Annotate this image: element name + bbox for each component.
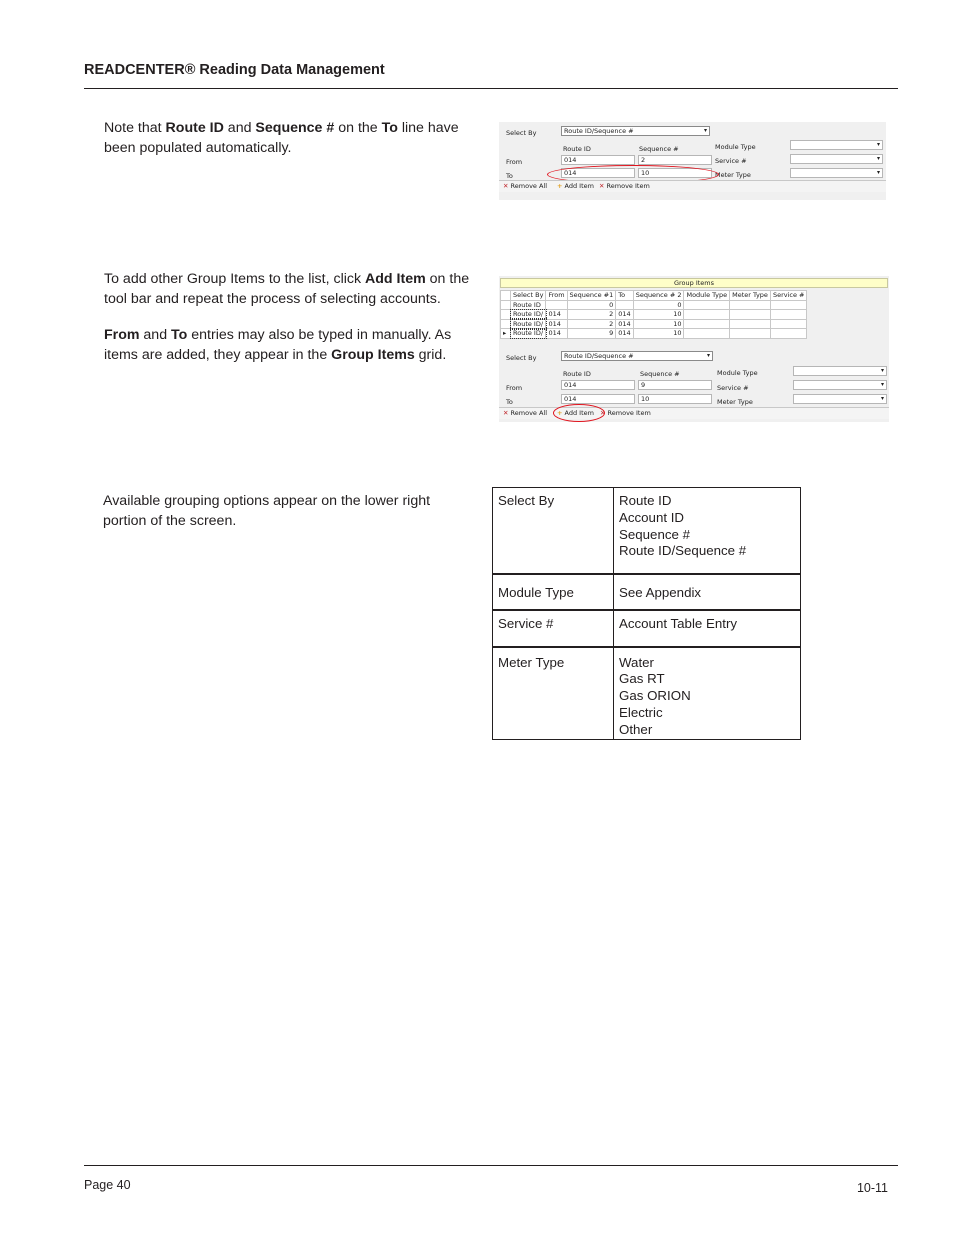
option-values bbox=[614, 574, 801, 610]
grid-cell bbox=[730, 300, 771, 310]
x-icon: ✕ bbox=[503, 409, 509, 417]
toolbar bbox=[499, 180, 886, 192]
service-dropdown[interactable] bbox=[793, 380, 887, 390]
x-icon: ✕ bbox=[599, 182, 605, 190]
table-row bbox=[493, 647, 801, 740]
select-by-label: Select By bbox=[506, 354, 537, 362]
x-icon: ✕ bbox=[503, 182, 509, 190]
grid-header-cell: Service # bbox=[770, 291, 807, 301]
grid-cell: 2 bbox=[567, 319, 616, 329]
page-header-title: READCENTER® Reading Data Management bbox=[84, 62, 385, 78]
option-key: Module Type bbox=[493, 574, 614, 610]
grid-header-cell: Meter Type bbox=[730, 291, 771, 301]
grid-cell bbox=[684, 329, 730, 339]
select-by-value: Route ID/Sequence # bbox=[564, 127, 634, 135]
select-by-dropdown[interactable] bbox=[561, 126, 710, 136]
table-row[interactable] bbox=[501, 310, 807, 320]
grid-cell: 014 bbox=[546, 319, 567, 329]
chevron-down-icon: ▾ bbox=[876, 155, 880, 162]
remove-item-label: Remove Item bbox=[607, 409, 651, 417]
module-type-dropdown[interactable] bbox=[793, 366, 887, 376]
footer-divider bbox=[84, 1165, 898, 1166]
grid-cell: 10 bbox=[633, 310, 684, 320]
option-key: Meter Type bbox=[493, 647, 614, 740]
select-by-label: Select By bbox=[506, 129, 537, 137]
sequence-column-label: Sequence # bbox=[639, 145, 679, 153]
option-key: Select By bbox=[493, 488, 614, 574]
meter-type-label: Meter Type bbox=[715, 171, 751, 179]
module-type-label: Module Type bbox=[715, 143, 756, 151]
from-sequence-input[interactable]: 2 bbox=[638, 155, 712, 165]
header-divider bbox=[84, 88, 898, 89]
option-value: Account ID bbox=[619, 509, 685, 525]
section3-paragraph: Available grouping options appear on the lower right portion of the screen. bbox=[103, 493, 431, 529]
remove-item-button[interactable] bbox=[599, 182, 650, 190]
grid-cell bbox=[684, 319, 730, 329]
grid-cell: 0 bbox=[633, 300, 684, 310]
add-item-label: Add Item bbox=[564, 409, 594, 417]
grid-cell bbox=[730, 319, 771, 329]
option-value: Route ID/Sequence # bbox=[619, 543, 747, 559]
remove-all-label: Remove All bbox=[510, 409, 548, 417]
option-key: Service # bbox=[493, 610, 614, 647]
grid-cell: Route ID bbox=[511, 300, 546, 310]
grid-cell bbox=[770, 329, 807, 339]
screenshot-group-items bbox=[499, 276, 889, 422]
grid-header-cell: Sequence #1 bbox=[567, 291, 616, 301]
chevron-down-icon: ▾ bbox=[703, 127, 707, 134]
grid-cell: Route ID/ bbox=[511, 310, 546, 320]
option-value: Electric bbox=[619, 704, 663, 720]
remove-item-button[interactable] bbox=[600, 409, 651, 417]
select-by-value: Route ID/Sequence # bbox=[564, 352, 634, 360]
add-item-button[interactable] bbox=[557, 182, 594, 190]
plus-icon: + bbox=[557, 409, 563, 417]
from-sequence-input[interactable]: 9 bbox=[638, 380, 712, 390]
grid-cell: Route ID/ bbox=[511, 329, 546, 339]
page-number: Page 40 bbox=[84, 1178, 131, 1192]
to-label: To bbox=[506, 398, 513, 406]
chevron-down-icon: ▾ bbox=[876, 169, 880, 176]
section2-paragraph-2: From and To entries may also be typed in manually. As items are added, they appear in the Group Items grid. bbox=[104, 327, 452, 363]
meter-type-label: Meter Type bbox=[717, 398, 753, 406]
grid-header-cell: Module Type bbox=[684, 291, 730, 301]
grid-cell bbox=[616, 300, 633, 310]
to-route-input[interactable]: 014 bbox=[561, 168, 635, 178]
option-value: Other bbox=[619, 721, 653, 737]
grid-cell bbox=[730, 310, 771, 320]
module-type-dropdown[interactable] bbox=[790, 140, 883, 150]
chevron-down-icon: ▾ bbox=[880, 381, 884, 388]
triangle-right-icon: ▸ bbox=[501, 329, 511, 339]
grid-header-cell: Sequence # 2 bbox=[633, 291, 684, 301]
option-value: Gas RT bbox=[619, 671, 665, 687]
grid-header-cell: To bbox=[616, 291, 633, 301]
select-by-dropdown[interactable] bbox=[561, 351, 713, 361]
from-label: From bbox=[506, 384, 523, 392]
grid-cell bbox=[770, 300, 807, 310]
service-label: Service # bbox=[715, 157, 747, 165]
plus-icon: + bbox=[557, 182, 563, 190]
screenshot-select-form bbox=[499, 122, 886, 200]
option-value: See Appendix bbox=[619, 584, 702, 600]
chevron-down-icon: ▾ bbox=[880, 367, 884, 374]
route-id-column-label: Route ID bbox=[563, 145, 591, 153]
chevron-down-icon: ▾ bbox=[880, 395, 884, 402]
from-route-input[interactable]: 014 bbox=[561, 155, 635, 165]
table-row[interactable] bbox=[501, 319, 807, 329]
remove-item-label: Remove Item bbox=[606, 182, 650, 190]
option-value: Water bbox=[619, 654, 654, 670]
grid-header-cell bbox=[501, 291, 511, 301]
remove-all-button[interactable] bbox=[503, 409, 547, 417]
group-items-grid bbox=[500, 278, 888, 348]
option-value: Sequence # bbox=[619, 526, 690, 542]
grid-cell: 10 bbox=[633, 319, 684, 329]
table-row bbox=[493, 488, 801, 574]
grid-cell: 014 bbox=[546, 329, 567, 339]
grid-cell: 014 bbox=[616, 310, 633, 320]
row-selector-cell bbox=[501, 319, 511, 329]
x-icon: ✕ bbox=[600, 409, 606, 417]
group-items-table bbox=[500, 290, 807, 339]
option-values bbox=[614, 610, 801, 647]
grid-cell bbox=[770, 310, 807, 320]
to-route-input[interactable]: 014 bbox=[561, 394, 635, 404]
grid-header-cell: Select By bbox=[511, 291, 546, 301]
option-value: Gas ORION bbox=[619, 688, 691, 704]
service-dropdown[interactable] bbox=[790, 154, 883, 164]
highlight-ring bbox=[553, 404, 605, 422]
option-value: Account Table Entry bbox=[619, 615, 738, 631]
section2-paragraph-1: To add other Group Items to the list, click Add Item on the tool bar and repeat the process of selecting accounts. bbox=[104, 271, 470, 307]
table-row[interactable] bbox=[501, 329, 807, 339]
chevron-down-icon: ▾ bbox=[706, 352, 710, 359]
grouping-options-table bbox=[492, 487, 801, 740]
chevron-down-icon: ▾ bbox=[876, 141, 880, 148]
grid-cell: 9 bbox=[567, 329, 616, 339]
grid-cell bbox=[730, 329, 771, 339]
meter-type-dropdown[interactable] bbox=[793, 394, 887, 404]
grid-cell bbox=[546, 300, 567, 310]
module-type-label: Module Type bbox=[717, 369, 758, 377]
table-row bbox=[493, 574, 801, 610]
remove-all-button[interactable] bbox=[503, 182, 547, 190]
option-values bbox=[614, 647, 801, 740]
grid-cell: 2 bbox=[567, 310, 616, 320]
sequence-column-label: Sequence # bbox=[640, 370, 680, 378]
grid-title: Group Items bbox=[500, 278, 888, 288]
table-row bbox=[493, 610, 801, 647]
grid-header-row bbox=[501, 291, 807, 301]
remove-all-label: Remove All bbox=[510, 182, 548, 190]
to-sequence-input[interactable]: 10 bbox=[638, 394, 712, 404]
row-selector-cell bbox=[501, 310, 511, 320]
row-selector-cell bbox=[501, 300, 511, 310]
grid-cell: 0 bbox=[567, 300, 616, 310]
section1-paragraph: Note that Route ID and Sequence # on the To line have been populated automatically. bbox=[104, 120, 459, 156]
grid-cell bbox=[684, 300, 730, 310]
grid-cell bbox=[770, 319, 807, 329]
from-label: From bbox=[506, 158, 523, 166]
option-value: Route ID bbox=[619, 493, 672, 508]
option-values bbox=[614, 488, 801, 574]
meter-type-dropdown[interactable] bbox=[790, 168, 883, 178]
grid-cell: 10 bbox=[633, 329, 684, 339]
table-row[interactable] bbox=[501, 300, 807, 310]
grid-cell: 014 bbox=[546, 310, 567, 320]
add-item-label: Add Item bbox=[564, 182, 594, 190]
grid-cell: 014 bbox=[616, 319, 633, 329]
service-label: Service # bbox=[717, 384, 749, 392]
document-date: 10-11 bbox=[856, 1181, 888, 1195]
from-route-input[interactable]: 014 bbox=[561, 380, 635, 390]
grid-cell: Route ID/ bbox=[511, 319, 546, 329]
to-label: To bbox=[506, 172, 513, 180]
grid-cell bbox=[684, 310, 730, 320]
grid-cell: 014 bbox=[616, 329, 633, 339]
route-id-column-label: Route ID bbox=[563, 370, 591, 378]
grid-header-cell: From bbox=[546, 291, 567, 301]
to-sequence-input[interactable]: 10 bbox=[638, 168, 712, 178]
